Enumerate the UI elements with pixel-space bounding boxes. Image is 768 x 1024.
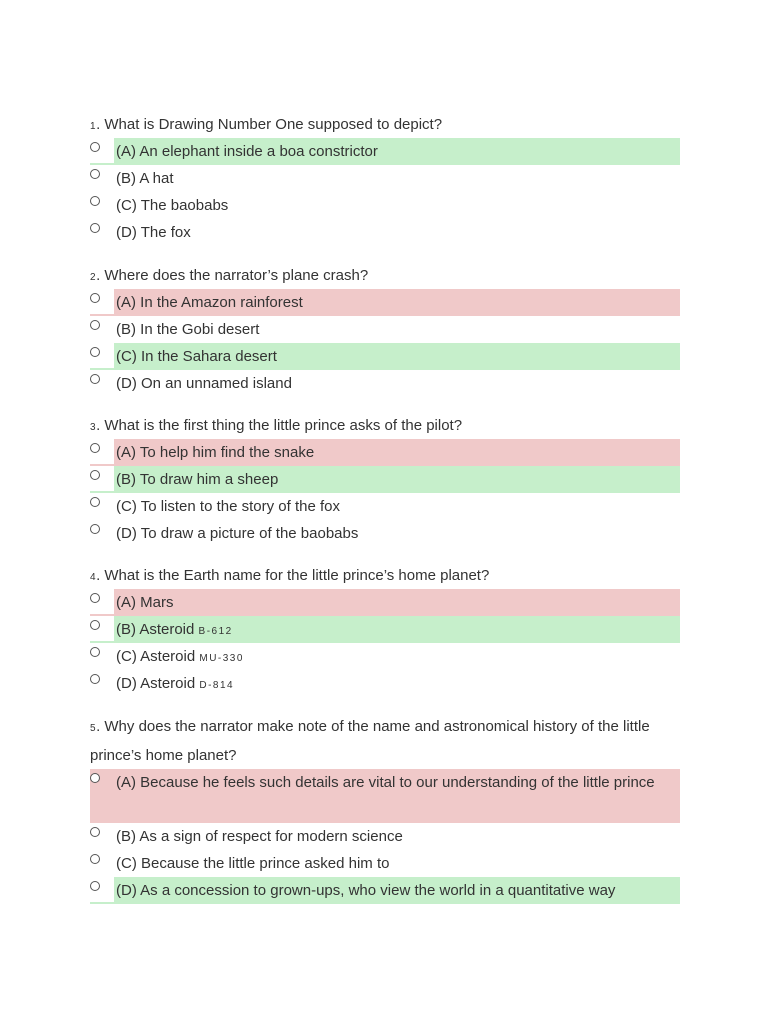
radio-button[interactable] — [90, 223, 100, 233]
option-label: (D) Asteroid D-814 — [116, 675, 235, 692]
radio-button[interactable] — [90, 374, 100, 384]
radio-button[interactable] — [90, 647, 100, 657]
option-d[interactable] — [90, 370, 680, 397]
question-3 — [90, 412, 680, 547]
radio-button[interactable] — [90, 674, 100, 684]
option-label: (B) As a sign of respect for modern science — [116, 828, 403, 845]
question-4 — [90, 562, 680, 697]
question-title — [90, 713, 680, 769]
option-label: (A) An elephant inside a boa constrictor — [116, 143, 378, 160]
option-label: (B) In the Gobi desert — [116, 321, 260, 338]
radio-button[interactable] — [90, 827, 100, 837]
question-title — [90, 412, 680, 439]
option-a[interactable] — [90, 138, 680, 165]
option-b[interactable] — [90, 823, 680, 850]
question-number: 5 — [90, 723, 97, 734]
option-label: (A) In the Amazon rainforest — [116, 294, 303, 311]
radio-button[interactable] — [90, 593, 100, 603]
question-1 — [90, 111, 680, 246]
question-title — [90, 111, 680, 138]
radio-button[interactable] — [90, 854, 100, 864]
option-label: (B) A hat — [116, 170, 174, 187]
option-label: (C) Asteroid MU-330 — [116, 648, 244, 665]
option-label: (C) Because the little prince asked him to — [116, 855, 390, 872]
question-text: . Where does the narrator’s plane crash? — [96, 267, 369, 284]
option-c[interactable] — [90, 343, 680, 370]
radio-button[interactable] — [90, 620, 100, 630]
radio-button[interactable] — [90, 443, 100, 453]
radio-button[interactable] — [90, 320, 100, 330]
option-c[interactable] — [90, 850, 680, 877]
question-2 — [90, 262, 680, 397]
question-text: . What is Drawing Number One supposed to depict? — [96, 116, 443, 133]
option-d[interactable] — [90, 219, 680, 246]
question-number: 3 — [90, 422, 97, 433]
asteroid-code: D-814 — [199, 680, 235, 691]
option-label: (D) To draw a picture of the baobabs — [116, 525, 359, 542]
option-label: (D) As a concession to grown-ups, who view the world in a quantitative way — [116, 882, 616, 899]
radio-button[interactable] — [90, 293, 100, 303]
option-label: (D) The fox — [116, 224, 191, 241]
question-number: 4 — [90, 572, 97, 583]
question-title — [90, 262, 680, 289]
question-5 — [90, 713, 680, 904]
option-d[interactable] — [90, 877, 680, 904]
option-b[interactable] — [90, 165, 680, 192]
radio-button[interactable] — [90, 470, 100, 480]
option-label: (B) To draw him a sheep — [116, 471, 279, 488]
option-a[interactable] — [90, 289, 680, 316]
asteroid-code: B-612 — [198, 626, 233, 637]
asteroid-code: MU-330 — [199, 653, 244, 664]
question-text: . What is the Earth name for the little prince’s home planet? — [96, 567, 490, 584]
question-number: 1 — [90, 121, 97, 132]
option-b[interactable] — [90, 466, 680, 493]
radio-button[interactable] — [90, 497, 100, 507]
question-text: . Why does the narrator make note of the name and astronomical history of the little prince’s home planet? — [90, 718, 650, 764]
radio-button[interactable] — [90, 196, 100, 206]
option-label: (B) Asteroid B-612 — [116, 621, 233, 638]
option-c[interactable] — [90, 493, 680, 520]
option-label: (C) In the Sahara desert — [116, 348, 277, 365]
option-d[interactable] — [90, 670, 680, 697]
radio-button[interactable] — [90, 142, 100, 152]
option-c[interactable] — [90, 643, 680, 670]
option-label: (D) On an unnamed island — [116, 375, 292, 392]
radio-button[interactable] — [90, 169, 100, 179]
option-c[interactable] — [90, 192, 680, 219]
question-text: . What is the first thing the little prince asks of the pilot? — [96, 417, 463, 434]
option-label: (C) To listen to the story of the fox — [116, 498, 340, 515]
option-label: (C) The baobabs — [116, 197, 229, 214]
option-label: (A) Because he feels such details are vital to our understanding of the little prince — [116, 774, 655, 791]
radio-button[interactable] — [90, 524, 100, 534]
question-number: 2 — [90, 272, 97, 283]
option-a[interactable] — [90, 589, 680, 616]
option-label: (A) Mars — [116, 594, 174, 611]
question-title — [90, 562, 680, 589]
option-b[interactable] — [90, 316, 680, 343]
option-d[interactable] — [90, 520, 680, 547]
option-b[interactable] — [90, 616, 680, 643]
option-a[interactable] — [90, 439, 680, 466]
option-label: (A) To help him find the snake — [116, 444, 315, 461]
radio-button[interactable] — [90, 881, 100, 891]
radio-button[interactable] — [90, 347, 100, 357]
option-a[interactable] — [90, 769, 680, 823]
